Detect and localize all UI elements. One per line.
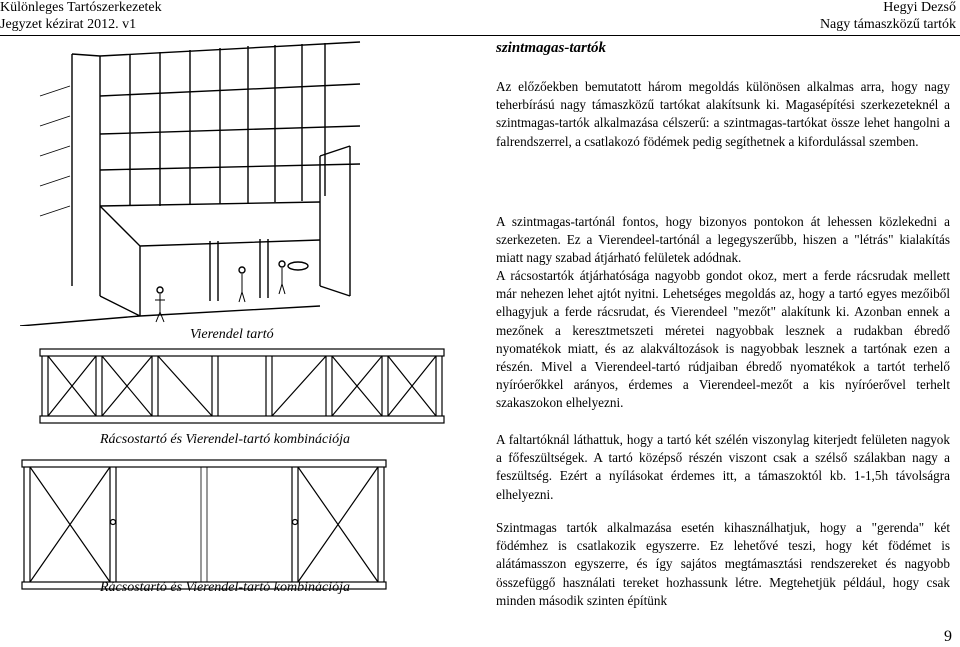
combination-truss-figure [18,456,390,594]
paragraph-3: A rácsostartók átjárhatósága nagyobb gondot okoz, mert a ferde rácsrudak mellett már nehezen lehet ajtót nyitni. Lehetséges megoldás az, hogy a tartó egyes mezőiből elhagyjuk a ferde rácsrudat, és Vierendeel "mezőt" alakítunk ki. Azonban ennek a mezőnek a keresztmetszeti méretei nagyobbak lesznek a rudakban ébredő nyomatékok miatt, és az alakváltozások is nagyobbak lesznek a tartónak ezen a részén. Mivel a Vierendeel-tartó rúdjaiban ébredő nyomatékok a tartót terhelő nyíróerőkkel arányos, érdemes a Vierendeel-mezőt a kis nyíróerővel terhelt szakaszokon elhelyezni. [496,268,950,411]
header-document-version: Jegyzet kézirat 2012. v1 [0,17,137,32]
paragraph-1: Az előzőekben bemutatott három megoldás különösen alkalmas arra, hogy nagy teherbírású nagy támaszközű tartókat alakítsunk ki. Magasépítési szerkezeteknél a szintmagas-tartók alkalmazása célszerű: a szintmagas-tartókat össze lehet hangolni a falrendszerrel, a csatlakozó födémek pedig segíthetnek a kifordulással szemben. [496,79,950,149]
vierendel-truss-figure [36,345,448,427]
building-sketch-figure [20,36,380,326]
section-title: szintmagas-tartók [496,40,607,56]
combination-caption-top: Rácsostartó és Vierendel-tartó kombinációja [100,432,351,447]
page-number: 9 [944,628,952,645]
paragraph-5: Szintmagas tartók alkalmazása esetén kihasználhatjuk, hogy a "gerenda" két födémhez is csatlakozik egyszerre. Ez lehetővé teszi, hogy két födémet is alátámasszon egyszerre, és így sajátos megtámasztási rendszereket és nagyobb összefüggő használati tereket hozhassunk létre. Megtehetjük például, hogy csak minden második szinten építünk [496,520,950,608]
header-author: Hegyi Dezső [883,0,956,15]
page-header [0,0,960,36]
paragraph-2: A szintmagas-tartónál fontos, hogy bizonyos pontokon át lehessen közlekedni a szerkezeten. Ez a Vierendeel-tartónál a legegyszerűbb, hiszen a "létrás" kialakítás miatt nagy szabad átjárható felületek adódnak. [496,214,950,266]
header-course-title: Különleges Tartószerkezetek [0,0,162,15]
combination-caption-bottom: Rácsostartó és Vierendel-tartó kombinációja [100,580,351,595]
paragraph-4: A faltartóknál láthattuk, hogy a tartó két szélén viszonylag kiterjedt felületen nagyok a főfeszültségek. A tartó középső részén viszont csak a szélső szálakban nagy a feszültség. Ezért a nyílásokat érdemes itt, a támaszoktól kb. 1-1,5h távolságra elhelyezni. [496,432,950,502]
vierendel-caption: Vierendel tartó [190,327,274,342]
header-chapter: Nagy támaszközű tartók [819,17,956,32]
